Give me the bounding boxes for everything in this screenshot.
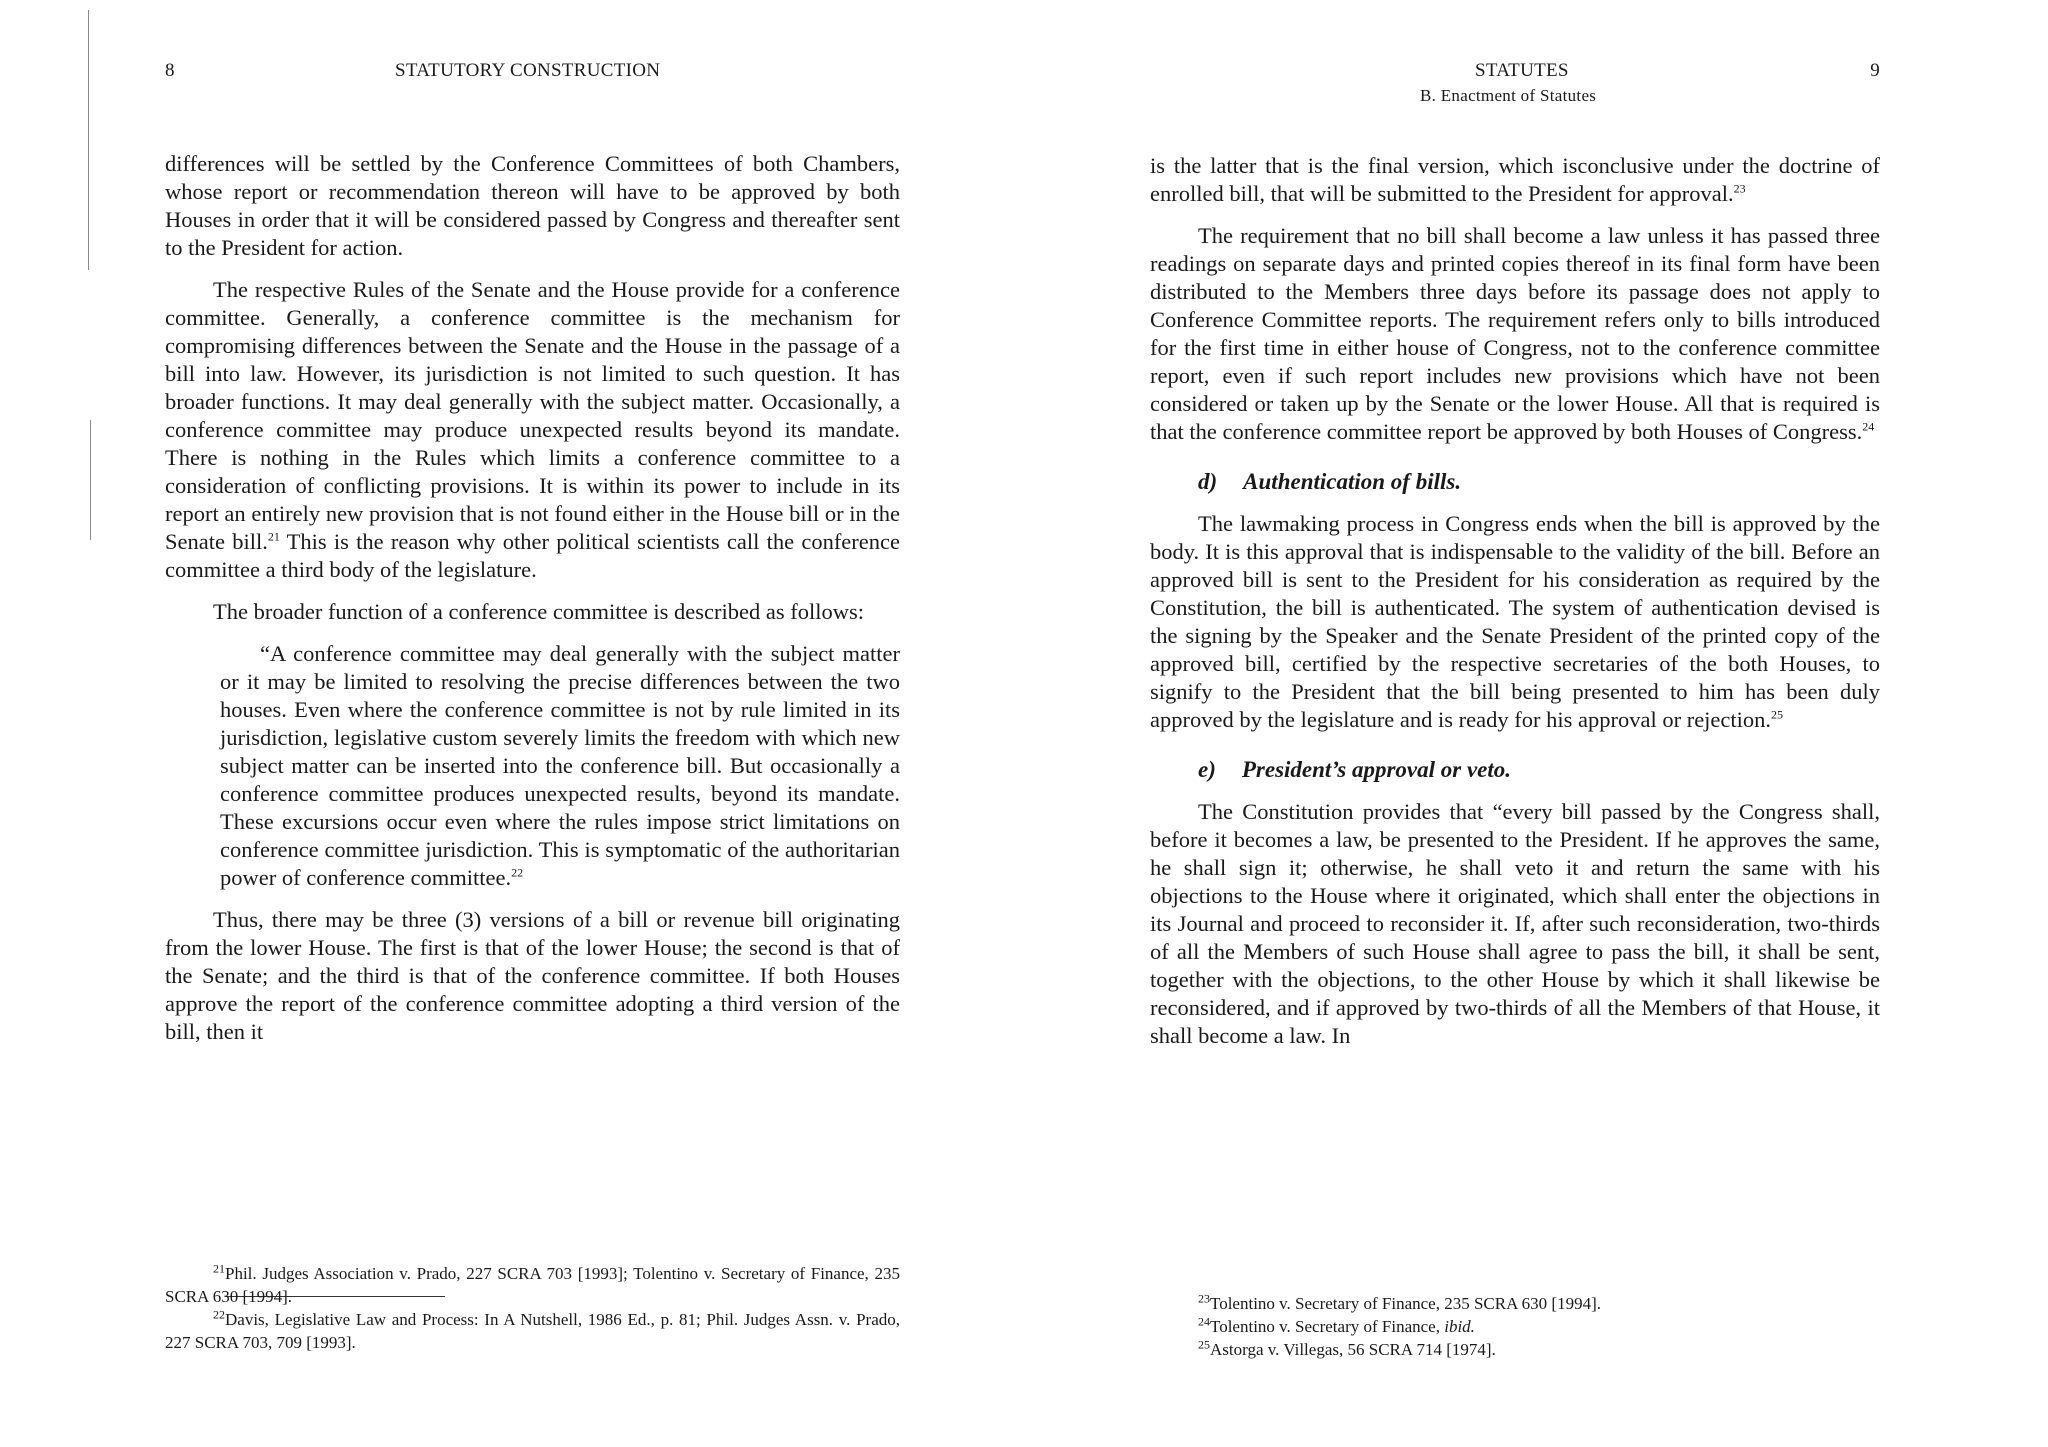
footnote-ref: 23 xyxy=(1733,181,1746,196)
left-page xyxy=(165,0,900,1447)
footnote xyxy=(165,1308,900,1354)
footnote-number: 21 xyxy=(213,1261,225,1276)
right-page xyxy=(1150,0,1880,1447)
footnote-ref: 25 xyxy=(1771,707,1784,722)
paragraph xyxy=(165,276,900,584)
section-letter: e) xyxy=(1198,757,1216,782)
binding-edge-mark-lower xyxy=(90,420,91,540)
footnote-number: 22 xyxy=(213,1307,225,1322)
left-footnotes xyxy=(165,1262,900,1354)
page-number-left: 8 xyxy=(165,60,175,81)
section-letter: d) xyxy=(1198,469,1218,494)
paragraph-text: The respective Rules of the Senate and the House provide for a conference committee. Generally, a conference committee is the mechanism for compromising differences between the Senate and the House in the passage of a bill into law. However, its jurisdiction is not limited to such question. It has broader functions. It may deal generally with the subject matter. Occasionally, a conference committee may produce unexpected results beyond its mandate. There is nothing in the Rules which limits a conference committee to a consideration of conflicting provisions. It is within its power to include in its report an entirely new provision that is not found either in the House bill or in the Senate bill. xyxy=(165,277,900,554)
binding-edge-mark xyxy=(88,10,89,270)
footnote-number: 23 xyxy=(1198,1291,1210,1306)
paragraph-text: The requirement that no bill shall become a law unless it has passed three readings on separate days and printed copies thereof in its final form have been distributed to the Members three days before its passage does not apply to Conference Committee reports. The requirement refers only to bills introduced for the first time in either house of Congress, not to the conference committee report, even if such report includes new provisions which have not been considered or taken up by the Senate or the lower House. All that is required is that the conference committee report be approved by both Houses of Congress. xyxy=(1150,223,1880,444)
footnote-ibid: ibid. xyxy=(1444,1317,1475,1336)
paragraph-text-tail: This is the reason why other political scientists call the conference committee a third body of the legislature. xyxy=(165,529,900,582)
page-number-right: 9 xyxy=(1870,60,1880,81)
footnote-ref: 24 xyxy=(1862,419,1875,434)
running-head-subtitle-right: B. Enactment of Statutes xyxy=(1420,86,1597,105)
right-footnotes xyxy=(1150,1292,1880,1361)
running-head-title-left: STATUTORY CONSTRUCTION xyxy=(395,60,661,81)
paragraph xyxy=(1150,152,1880,208)
footnote xyxy=(165,1262,900,1308)
footnote-number: 25 xyxy=(1198,1337,1210,1352)
paragraph xyxy=(1150,222,1880,446)
footnote-text: Tolentino v. Secretary of Finance, 235 SCRA 630 [1994]. xyxy=(1210,1294,1602,1313)
left-body-text xyxy=(165,150,900,1060)
quote-text: “A conference committee may deal generally with the subject matter or it may be limited to resolving the precise differences between the two houses. Even where the conference committee is not by rule limited in its jurisdiction, legislative custom severely limits the freedom with which new subject matter can be inserted into the conference bill. But occasionally a conference committee produces unexpected results, beyond its mandate. These excursions occur even where the rules impose strict limitations on conference committee jurisdiction. This is symptomatic of the authoritarian power of conference committee. xyxy=(220,641,900,890)
paragraph: The broader function of a conference committee is described as follows: xyxy=(213,599,864,624)
footnote-text: Astorga v. Villegas, 56 SCRA 714 [1974]. xyxy=(1210,1340,1496,1359)
section-title: Authentication of bills. xyxy=(1243,469,1462,494)
footnote xyxy=(1150,1315,1880,1338)
paragraph-text: The lawmaking process in Congress ends when the bill is approved by the body. It is this approval that is indispensable to the validity of the bill. Before an approved bill is sent to the President for his consideration as required by the Constitution, the bill is authenticated. The system of authentication devised is the signing by the Speaker and the Senate President of the printed copy of the approved bill, certified by the respective secretaries of the both Houses, to signify to the President that the bill being presented to him has been duly approved by the legislature and is ready for his approval or rejection. xyxy=(1150,511,1880,732)
paragraph xyxy=(1150,510,1880,734)
block-quote xyxy=(220,640,900,892)
footnote-text: Tolentino v. Secretary of Finance, xyxy=(1210,1317,1445,1336)
paragraph: The Constitution provides that “every bill passed by the Congress shall, before it becomes a law, be presented to the President. If he approves the same, he shall sign it; otherwise, he shall veto it and return the same with his objections to the House where it originated, which shall enter the objections in its Journal and proceed to reconsider it. If, after such reconsideration, two-thirds of all the Members of such House shall agree to pass the bill, it shall be sent, together with the objections, to the other House by which it shall likewise be reconsidered, and if approved by two-thirds of all the Members of that House, it shall become a law. In xyxy=(1150,799,1880,1048)
footnote-text: Phil. Judges Association v. Prado, 227 SCRA 703 [1993]; Tolentino v. Secretary of Finance, 235 SCRA 630 [1994]. xyxy=(165,1264,900,1306)
section-heading-authentication xyxy=(1198,468,1880,496)
paragraph-text: is the latter that is the final version, which isconclusive under the doctrine of enrolled bill, that will be submitted to the President for approval. xyxy=(1150,153,1880,206)
footnote xyxy=(1150,1338,1880,1361)
running-head-title-right: STATUTES xyxy=(1475,60,1569,81)
footnote-number: 24 xyxy=(1198,1314,1210,1329)
paragraph: differences will be settled by the Conference Committees of both Chambers, whose report or recommendation thereon will have to be approved by both Houses in order that it will be considered passed by Congress and thereafter sent to the President for action. xyxy=(165,151,900,260)
footnote-text: Davis, Legislative Law and Process: In A Nutshell, 1986 Ed., p. 81; Phil. Judges Assn. v. Prado, 227 SCRA 703, 709 [1993]. xyxy=(165,1310,900,1352)
footnote-ref: 21 xyxy=(267,529,280,544)
footnote-ref: 22 xyxy=(511,865,524,880)
section-heading-president-approval xyxy=(1198,756,1880,784)
footnote xyxy=(1150,1292,1880,1315)
right-body-text xyxy=(1150,152,1880,1064)
section-title: President’s approval or veto. xyxy=(1241,757,1512,782)
paragraph: Thus, there may be three (3) versions of a bill or revenue bill originating from the lower House. The first is that of the lower House; the second is that of the Senate; and the third is that of the conference committee. If both Houses approve the report of the conference committee adopting a third version of the bill, then it xyxy=(165,907,900,1044)
